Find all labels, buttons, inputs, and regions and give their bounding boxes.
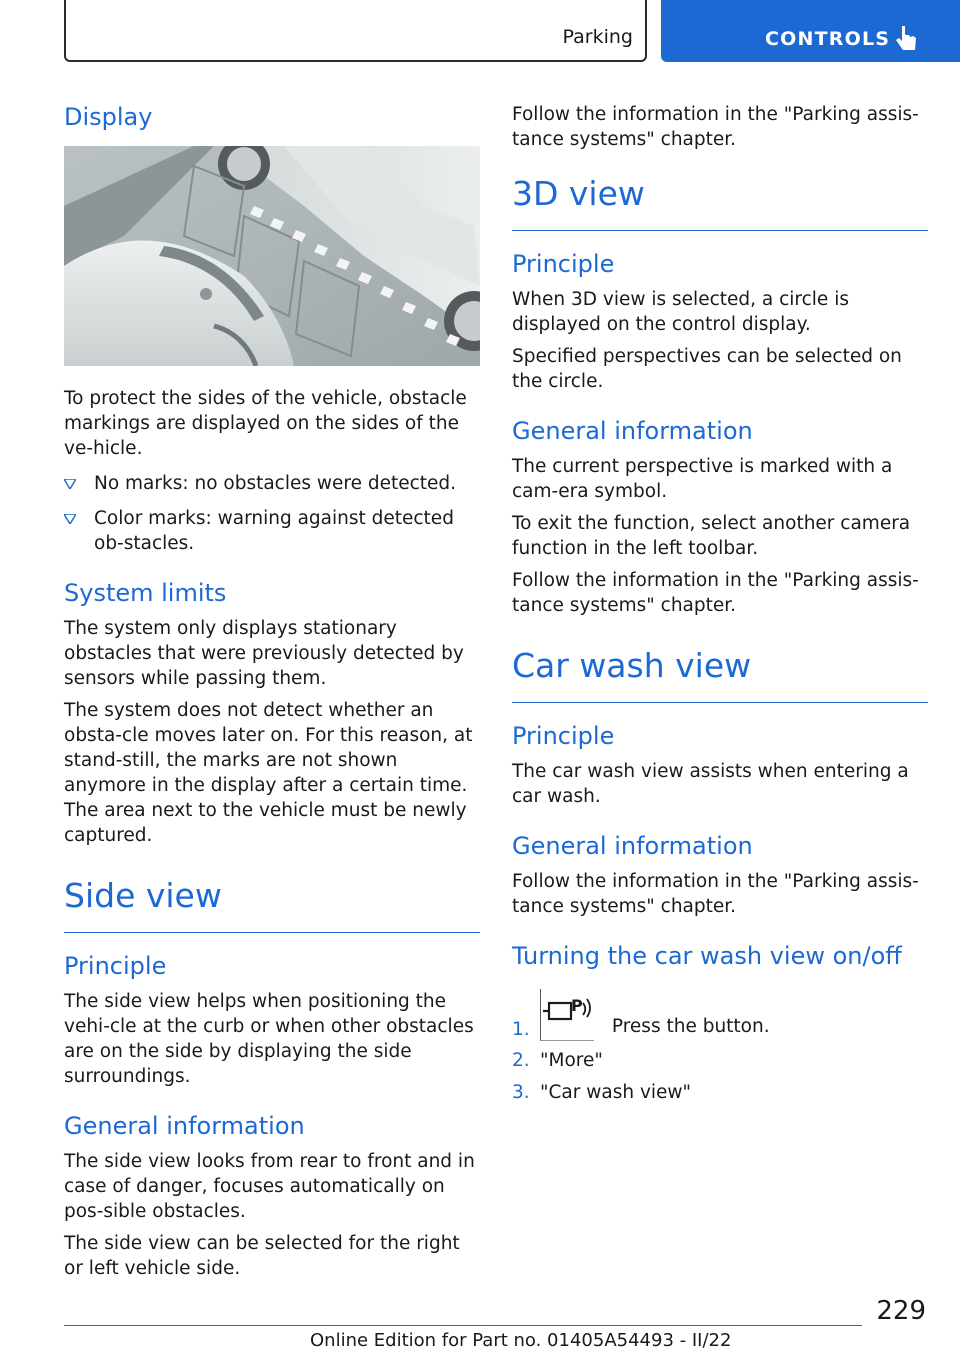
system-limits-text-2: The system does not detect whether an obsta-cle moves later on. For this reason, at stand-still, the marks are not shown anymore in the display after a certain time. The area next to the vehicle must be newly captured. (64, 700, 473, 846)
car-wash-general-heading: General information (512, 832, 753, 860)
header-chapter-title: CONTROLS (765, 28, 891, 50)
turning-heading: Turning the car wash view on/off (512, 942, 902, 970)
side-view-general-text-1: The side view looks from rear to front and in case of danger, focuses automatically on pos-sible obstacles. (64, 1151, 475, 1222)
car-wash-principle-heading: Principle (512, 722, 615, 750)
header-section-title: Parking (562, 26, 633, 48)
side-view-heading: Side view (64, 876, 480, 933)
3d-general-text-3: Follow the information in the "Parking assis-tance systems" chapter. (512, 570, 919, 616)
3d-view-heading: 3D view (512, 174, 928, 231)
right-column (512, 96, 928, 1112)
step-item (512, 985, 928, 1041)
parking-assist-button-icon (540, 989, 594, 1041)
hand-pointer-icon (893, 24, 919, 54)
step-number: 2. (512, 1050, 530, 1071)
triangle-bullet-icon (64, 479, 76, 489)
footer-divider (64, 1325, 862, 1326)
marks-list (64, 471, 480, 556)
list-item-text: No marks: no obstacles were detected. (94, 473, 457, 494)
side-view-illustration (64, 146, 480, 366)
list-item (64, 471, 480, 496)
list-item (64, 506, 480, 556)
step-number: 3. (512, 1082, 530, 1103)
3d-principle-text-2: Specified perspectives can be selected on the circle. (512, 346, 902, 392)
side-view-general-text-2: The side view can be selected for the right or left vehicle side. (64, 1233, 460, 1279)
step-text: "Car wash view" (540, 1082, 692, 1103)
side-view-general-heading: General information (64, 1112, 305, 1140)
car-wash-view-heading: Car wash view (512, 646, 928, 703)
3d-principle-heading: Principle (512, 250, 615, 278)
display-heading: Display (64, 103, 153, 131)
step-item (512, 1080, 928, 1105)
header-section-box (64, 0, 647, 62)
step-text: Press the button. (611, 1016, 770, 1037)
header-chapter-box (661, 0, 960, 62)
step-number: 1. (512, 1019, 530, 1040)
step-item (512, 1048, 928, 1073)
svg-text:P: P (571, 996, 583, 1015)
display-text: To protect the sides of the vehicle, obstacle markings are displayed on the sides of the ve-hicle. (64, 388, 467, 459)
footer-edition: Online Edition for Part no. 01405A54493 - II/22 (310, 1330, 732, 1351)
steps-list (512, 985, 928, 1105)
list-item-text: Color marks: warning against detected ob-stacles. (94, 508, 454, 554)
3d-general-text-2: To exit the function, select another camera function in the left toolbar. (512, 513, 911, 559)
side-view-principle-text: The side view helps when positioning the vehi-cle at the curb or when other obstacles are on the side by displaying the side surroundings. (64, 991, 474, 1087)
3d-general-heading: General information (512, 417, 753, 445)
step-text: "More" (540, 1050, 603, 1071)
3d-general-text-1: The current perspective is marked with a cam-era symbol. (512, 456, 893, 502)
car-wash-principle-text: The car wash view assists when entering a car wash. (512, 761, 909, 807)
system-limits-text-1: The system only displays stationary obstacles that were previously detected by sensors while passing them. (64, 618, 464, 689)
page-number: 229 (876, 1296, 926, 1326)
side-view-principle-heading: Principle (64, 952, 167, 980)
intro-text: Follow the information in the "Parking assis-tance systems" chapter. (512, 104, 919, 150)
triangle-bullet-icon (64, 514, 76, 524)
car-wash-general-text: Follow the information in the "Parking assis-tance systems" chapter. (512, 871, 919, 917)
left-column (64, 96, 480, 1288)
system-limits-heading: System limits (64, 579, 227, 607)
3d-principle-text-1: When 3D view is selected, a circle is displayed on the control display. (512, 289, 849, 335)
